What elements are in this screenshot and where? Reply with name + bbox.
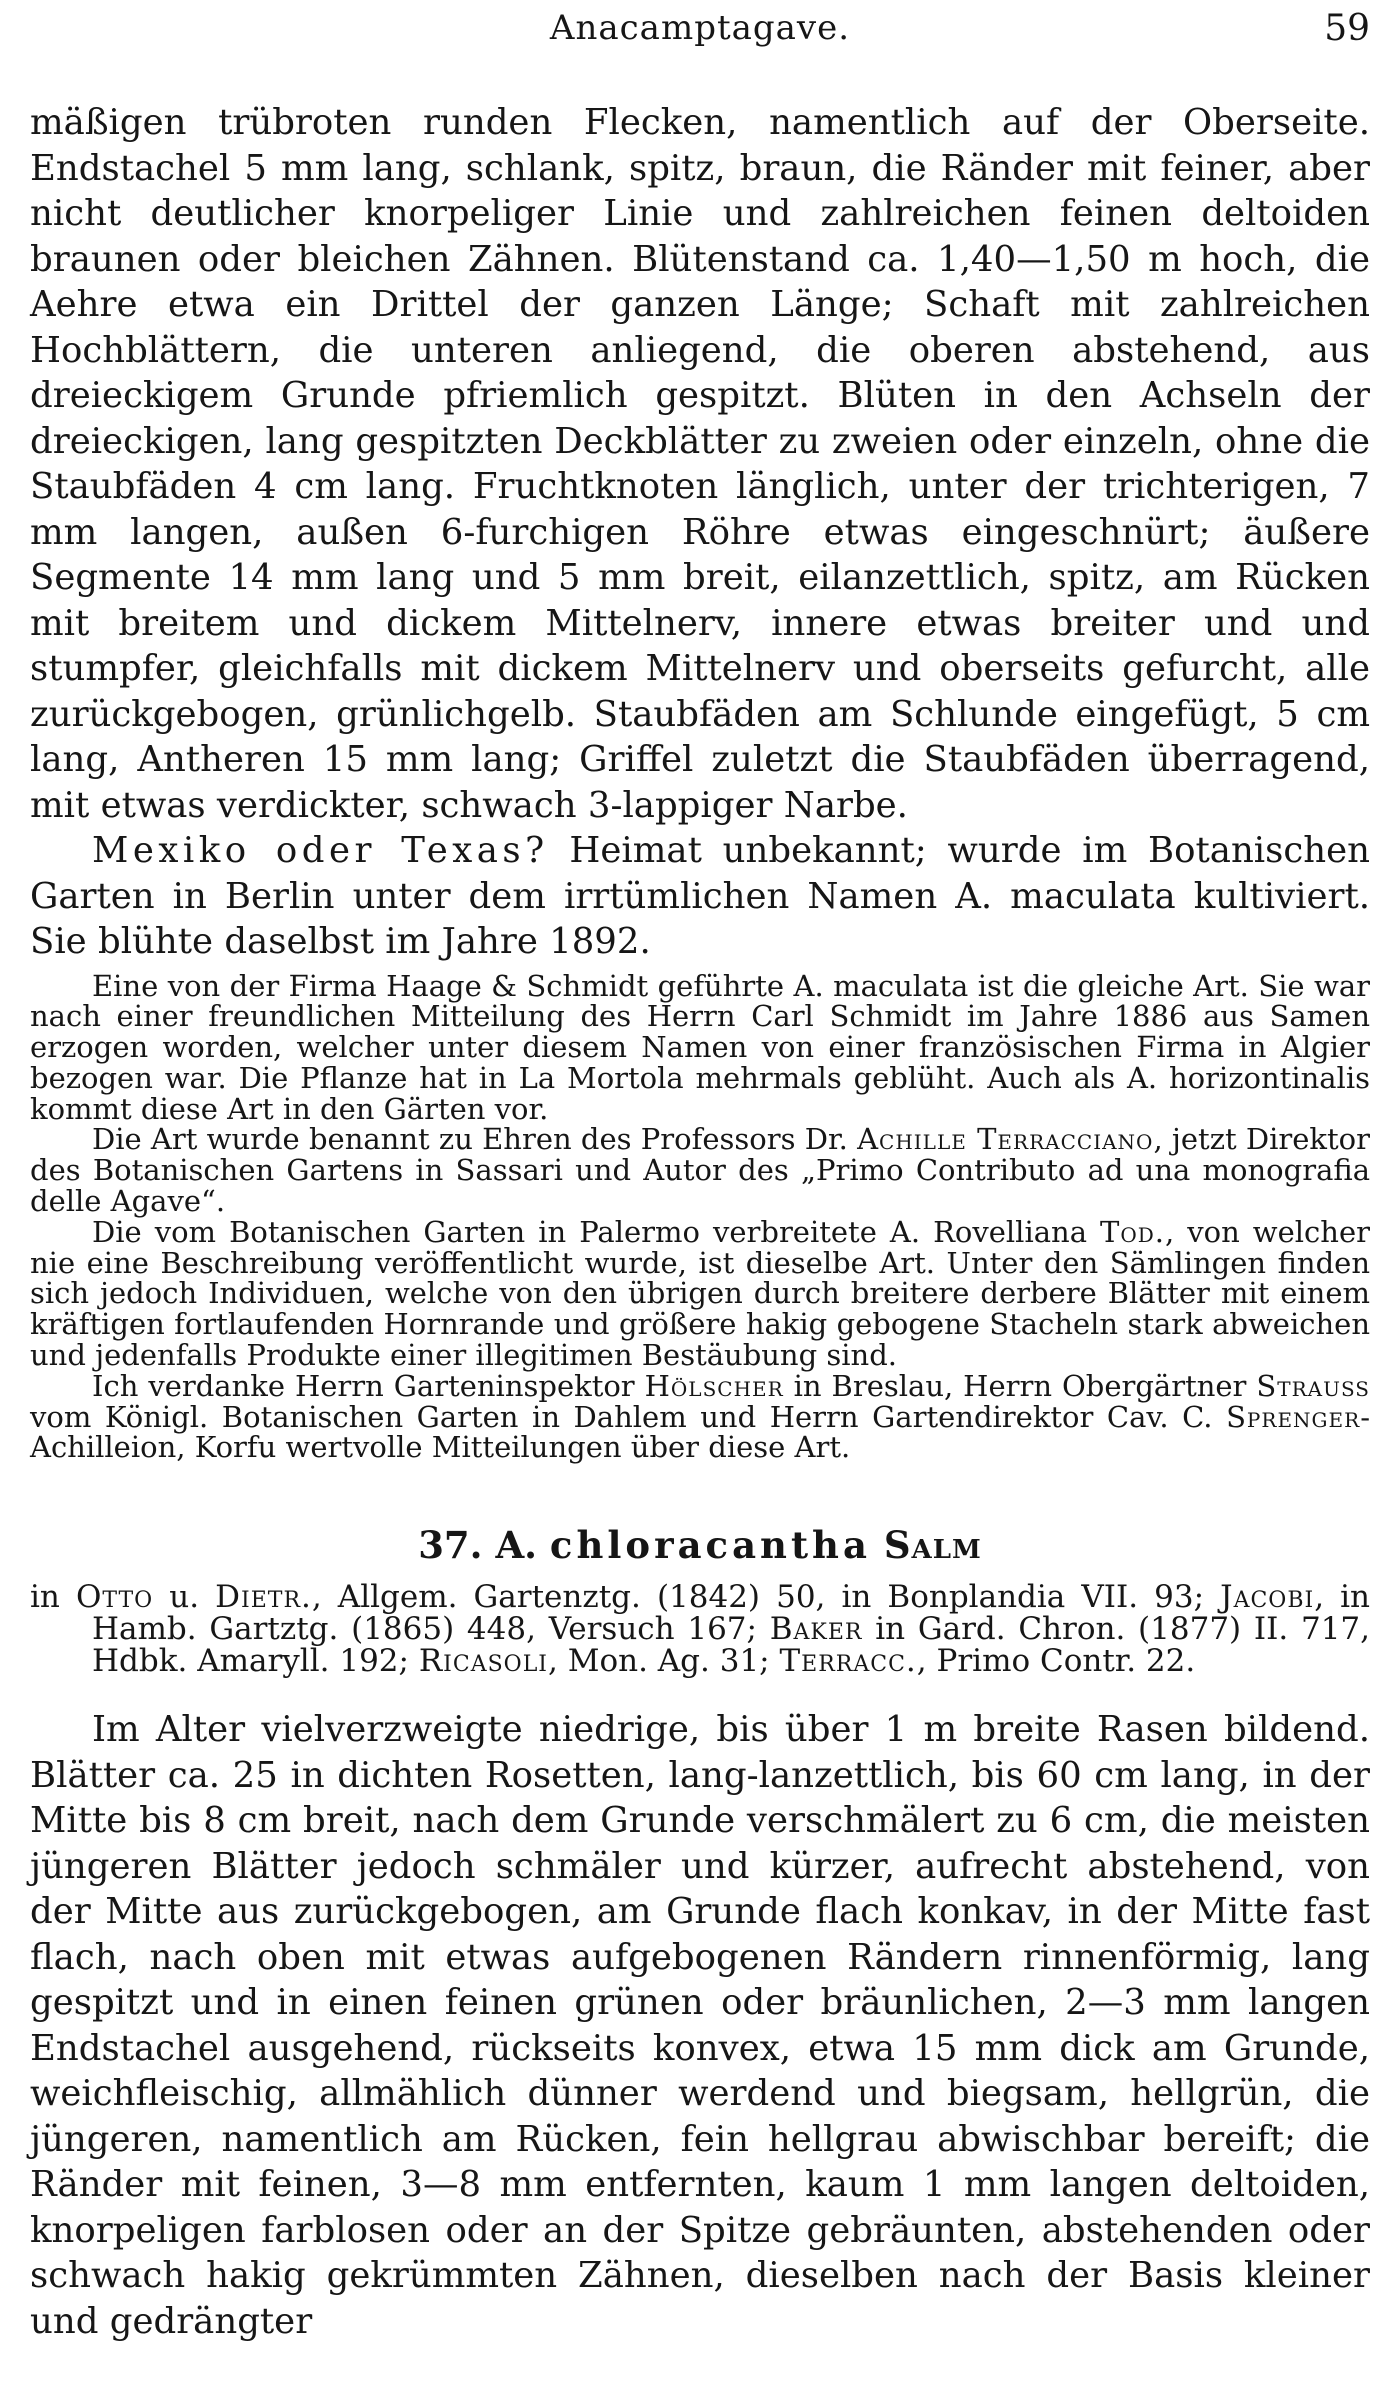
species-description: Im Alter vielverzweigte niedrige, bis über 1 m breite Rasen bildend. Blätter ca. 25 in dichten Rosetten, lang-lanzettlich, bis 60 cm lang, in der Mitte bis 8 cm breit, nach dem Grunde verschmälert zu 6 cm, die meisten jüngeren Blätter jedoch schmäler und kürzer, aufrecht abstehend, von der Mitte aus zurückgebogen, am Grunde flach konkav, in der Mitte fast flach, nach oben mit etwas aufgebogenen Rändern rinnenförmig, lang gespitzt und in einen feinen grünen oder bräunlichen, 2—3 mm langen Endstachel ausgehend, rückseits konvex, etwa 15 mm dick am Grunde, weichfleischig, allmählich dünner werdend und biegsam, hellgrün, die jüngeren, namentlich am Rücken, fein hellgrau abwischbar bereift; die Ränder mit feinen, 3—8 mm entfernten, kaum 1 mm langen deltoiden, knorpeligen farblosen oder an der Spitze gebräunten, abstehenden oder schwach hakig gekrümmten Zähnen, dieselben nach der Basis kleiner und gedrängter xyxy=(30,1709,1370,2342)
species-author: Salm xyxy=(883,1523,982,1568)
citation-text: u. xyxy=(153,1579,216,1616)
page-body xyxy=(30,100,1370,2344)
citation-author: Dietr. xyxy=(215,1579,312,1616)
origin-text: Heimat unbekannt; wurde im Botanischen Garten in Berlin unter dem irrtümlichen Namen A. maculata kultiviert. Sie blühte daselbst im Jahre 1892. xyxy=(30,830,1370,962)
citation-text: , Allgem. Gartenztg. (1842) 50, in Bonplandia VII. 93; xyxy=(311,1579,1221,1616)
note-text: -Achilleion, Korfu wertvolle Mitteilungen über diese Art. xyxy=(30,1399,1370,1465)
body-paragraph-origin xyxy=(30,828,1370,965)
footnote-paragraph: Eine von der Firma Haage & Schmidt geführte A. maculata ist die gleiche Art. Sie war nach einer freundlichen Mitteilung des Herrn Carl Schmidt im Jahre 1886 aus Samen erzogen worden, welcher unter diesem Namen von einer französischen Firma in Algier bezogen war. Die Pflanze hat in La Mortola mehrmals geblüht. Auch als A. horizontinalis kommt diese Art in den Gärten vor. xyxy=(30,968,1370,1126)
note-text: Die Art wurde benannt zu Ehren des Professors Dr. xyxy=(92,1122,858,1157)
person-name: Strauss xyxy=(1256,1368,1370,1403)
species-name: chloracantha xyxy=(549,1523,871,1568)
species-heading xyxy=(30,1523,1370,1567)
running-title: Anacamptagave. xyxy=(549,8,851,48)
note-text: , jetzt Direktor des Botanischen Gartens in Sassari und Autor des „Primo Contributo ad una monografia delle Agave“. xyxy=(30,1122,1370,1219)
note-text: in Breslau, Herrn Obergärtner xyxy=(783,1368,1257,1403)
footnote-paragraph xyxy=(30,1214,1370,1373)
citation-author: Ricasoli xyxy=(418,1643,548,1680)
citation-author: Terracc. xyxy=(779,1643,917,1680)
person-name: Sprenger xyxy=(1226,1399,1361,1434)
person-name: Hölscher xyxy=(644,1368,784,1403)
species-number: 37. A. xyxy=(418,1523,550,1568)
footnote-paragraph xyxy=(30,1368,1370,1465)
origin-spaced-text: Mexiko oder Texas? xyxy=(92,830,549,871)
citation-text: , in Hamb. Gartztg. (1865) 448, Versuch 167; xyxy=(92,1579,1371,1648)
footnote-paragraph xyxy=(30,1122,1370,1219)
citation-author: Jacobi xyxy=(1220,1579,1315,1616)
citation-text: , Mon. Ag. 31; xyxy=(548,1643,780,1680)
body-paragraph-continued: mäßigen trübroten runden Flecken, namentlich auf der Oberseite. Endstachel 5 mm lang, schlank, spitz, braun, die Ränder mit feiner, aber nicht deutlicher knorpeliger Linie und zahlreichen feinen deltoiden braunen oder bleichen Zähnen. Blütenstand ca. 1,40—1,50 m hoch, die Aehre etwa ein Drittel der ganzen Länge; Schaft mit zahlreichen Hochblättern, die unteren anliegend, die oberen abstehend, aus dreieckigem Grunde pfriemlich gespitzt. Blüten in den Achseln der dreieckigen, lang gespitzten Deckblätter zu zweien oder einzeln, ohne die Staubfäden 4 cm lang. Fruchtknoten länglich, unter der trichterigen, 7 mm langen, außen 6-furchigen Röhre etwas eingeschnürt; äußere Segmente 14 mm lang und 5 mm breit, eilanzettlich, spitz, am Rücken mit breitem und dickem Mittelnerv, innere etwas breiter und und stumpfer, gleichfalls mit dickem Mittelnerv und oberseits gefurcht, alle zurückgebogen, grünlichgelb. Staubfäden am Schlunde eingefügt, 5 cm lang, Antheren 15 mm lang; Griffel zuletzt die Staubfäden überragend, mit etwas verdickter, schwach 3-lappiger Narbe. xyxy=(30,102,1370,826)
author-abbrev: Tod. xyxy=(1100,1214,1166,1249)
note-text: Ich verdanke Herrn Garteninspektor xyxy=(92,1368,645,1403)
note-text: , von welcher nie eine Beschreibung veröffentlicht wurde, ist dieselbe Art. Unter den Sämlingen finden sich jedoch Individuen, welche von den übrigen durch breitere derbere Blätter mit einem kräftigen fortlaufenden Hornrande und größere hakig gebogene Stacheln stark abweichen und jedenfalls Produkte einer illegitimen Bestäubung sind. xyxy=(30,1214,1370,1373)
note-text: vom Königl. Botanischen Garten in Dahlem und Herrn Gartendirektor Cav. C. xyxy=(30,1399,1227,1434)
citation-text: in xyxy=(30,1579,76,1616)
literature-citation xyxy=(30,1579,1371,1680)
note-text: Die vom Botanischen Garten in Palermo verbreitete A. Rovelliana xyxy=(92,1214,1101,1249)
citation-author: Otto xyxy=(75,1579,154,1616)
person-name: Achille Terracciano xyxy=(857,1122,1154,1157)
citation-author: Baker xyxy=(769,1611,863,1648)
citation-text: in Gard. Chron. (1877) II. 717, Hdbk. Amaryll. 192; xyxy=(92,1611,1370,1680)
citation-text: , Primo Contr. 22. xyxy=(916,1643,1196,1680)
page-number: 59 xyxy=(1324,8,1370,49)
running-head xyxy=(30,8,1370,60)
